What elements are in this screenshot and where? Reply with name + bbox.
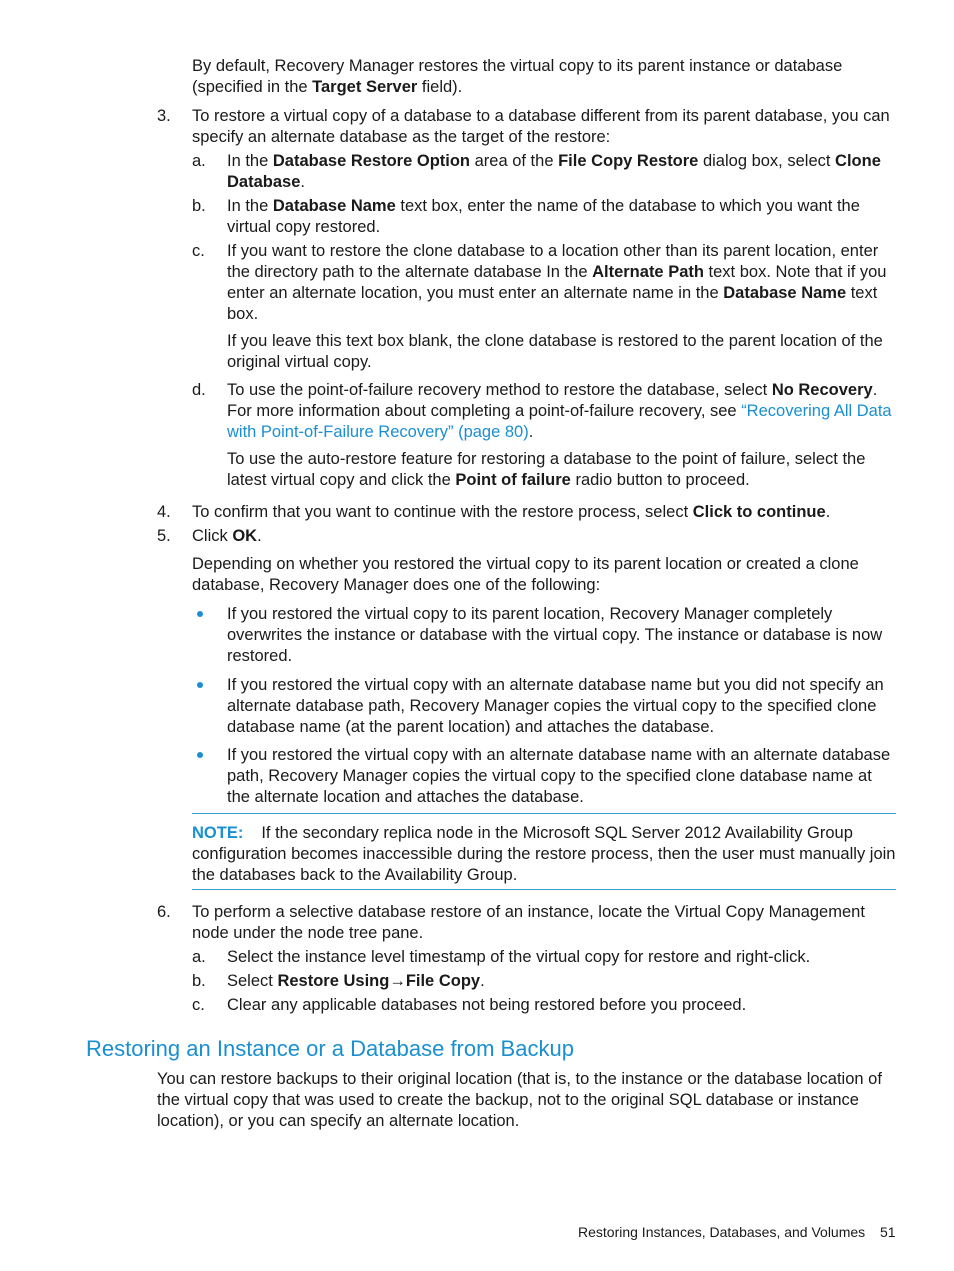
list-item: If you restored the virtual copy with an alternate database name with an alternate database path, Recovery Manager copies the virtual copy to the specified clone database name at the alternate location and attaches the database. — [227, 746, 891, 806]
step-4-number: 4. — [157, 503, 171, 521]
step-3-number: 3. — [157, 107, 171, 125]
step-6c-text: Clear any applicable databases not being restored before you proceed. — [227, 996, 747, 1014]
point-of-failure-recovery-link[interactable]: “Recovering All Data with Point-of-Failure Recovery” (page 80) — [227, 402, 892, 441]
step-3d-paragraph-2: To use the auto-restore feature for restoring a database to the point of failure, select the latest virtual copy and click the Point of failure radio button to proceed. — [227, 450, 866, 489]
note-block — [192, 823, 896, 886]
list-item: If you restored the virtual copy to its parent location, Recovery Manager completely overwrites the instance or database with the virtual copy. The instance or database is now restored. — [227, 605, 883, 665]
step-3c-paragraph-2: If you leave this text box blank, the clone database is restored to the parent location of the original virtual copy. — [227, 332, 883, 371]
step-3c-text: If you want to restore the clone database to a location other than its parent location, enter the directory path to the alternate database In the Alternate Path text box. Note that if you enter an alternate location, you must enter an alternate name in the Database Name text box. — [227, 242, 887, 323]
step-4-text: To confirm that you want to continue with the restore process, select Click to continue. — [192, 503, 831, 521]
step-6-text: To perform a selective database restore of an instance, locate the Virtual Copy Management node under the node tree pane. — [192, 903, 865, 942]
target-server-term: Target Server — [312, 78, 418, 96]
step-5-paragraph-2: Depending on whether you restored the virtual copy to its parent location or created a clone database, Recovery Manager does one of the following: — [192, 555, 859, 594]
bullet-icon — [197, 611, 203, 617]
step-6c-letter: c. — [192, 996, 205, 1014]
step-3c-letter: c. — [192, 242, 205, 260]
step-6b-text: Select Restore Using→File Copy. — [227, 972, 485, 990]
step-3b-text: In the Database Name text box, enter the name of the database to which you want the virtual copy restored. — [227, 197, 860, 236]
note-text: If the secondary replica node in the Microsoft SQL Server 2012 Availability Group configuration becomes inaccessible during the restore process, then the user must manually join the databases back to the Availability Group. — [192, 824, 896, 884]
step-3-text: To restore a virtual copy of a database to a database different from its parent database, you can specify an alternate database as the target of the restore: — [192, 107, 890, 146]
footer-title: Restoring Instances, Databases, and Volumes — [578, 1224, 866, 1240]
step-3d-letter: d. — [192, 381, 206, 399]
step-6a-letter: a. — [192, 948, 206, 966]
step-3a-text: In the Database Restore Option area of the File Copy Restore dialog box, select Clone Database. — [227, 152, 881, 191]
note-bottom-rule — [192, 889, 896, 890]
section-body: You can restore backups to their original location (that is, to the instance or the database location of the virtual copy that was used to create the backup, not to the original SQL database or instance location), or you can specify an alternate location. — [157, 1070, 882, 1130]
note-label: NOTE: — [192, 824, 244, 842]
step-5-number: 5. — [157, 527, 171, 545]
bullet-icon — [197, 682, 203, 688]
step-6b-letter: b. — [192, 972, 206, 990]
step-3b-letter: b. — [192, 197, 206, 215]
intro-paragraph: By default, Recovery Manager restores the virtual copy to its parent instance or database (specified in the Target Server field). — [192, 57, 843, 96]
step-3d-text: To use the point-of-failure recovery method to restore the database, select No Recovery. For more information about completing a point-of-failure recovery, see “Recovering All Data with Point-of-Failure Recovery” (page 80). — [227, 381, 892, 441]
step-5-text: Click OK. — [192, 527, 262, 545]
step-6-number: 6. — [157, 903, 171, 921]
page-number: 51 — [880, 1224, 896, 1240]
arrow-icon: → — [389, 972, 406, 990]
step-6a-text: Select the instance level timestamp of the virtual copy for restore and right-click. — [227, 948, 811, 966]
step-3a-letter: a. — [192, 152, 206, 170]
bullet-icon — [197, 752, 203, 758]
note-top-rule — [192, 813, 896, 814]
list-item: If you restored the virtual copy with an alternate database name but you did not specify an alternate database path, Recovery Manager copies the virtual copy to the specified clone database name (at the parent location) and attaches the database. — [227, 676, 884, 736]
section-heading: Restoring an Instance or a Database from Backup — [86, 1036, 574, 1061]
